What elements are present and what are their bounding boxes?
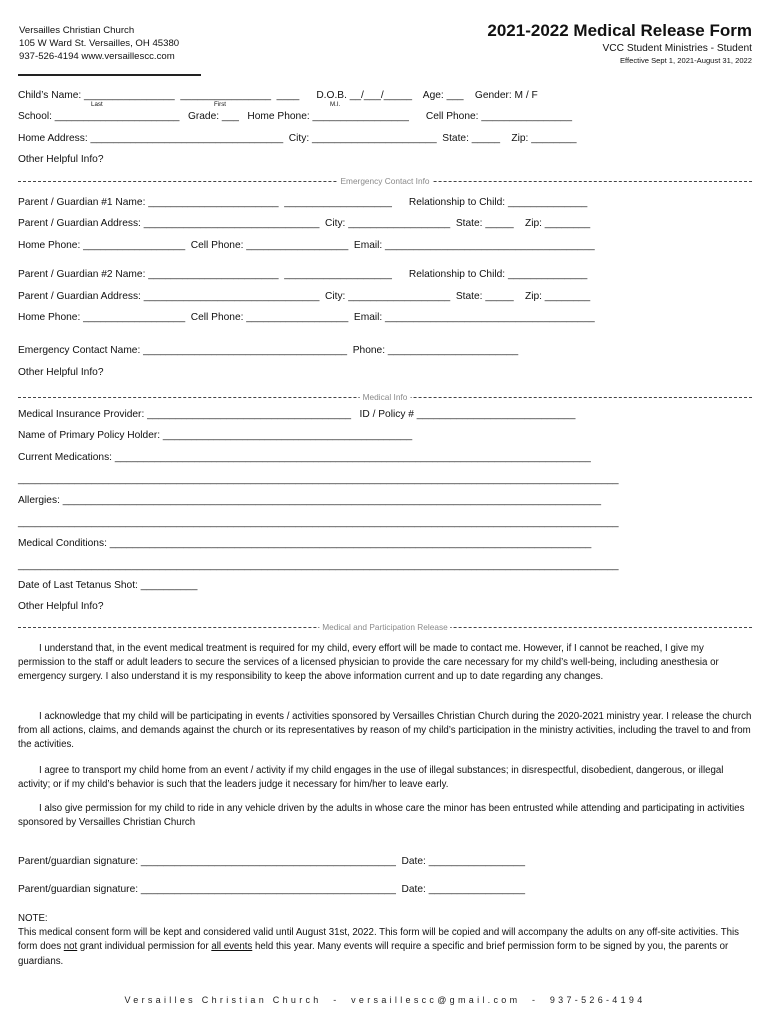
middle-initial-caption: M.I. bbox=[330, 101, 341, 108]
church-contact: 937-526-4194 www.versaillescc.com bbox=[19, 51, 175, 62]
school-field[interactable]: School: ______________________ Grade: ___ Home Phone: _________________ Cell Phone: ________________ bbox=[18, 111, 572, 122]
medications-field[interactable]: Current Medications: ____________________________________________________________________________________ bbox=[18, 452, 591, 463]
release-paragraph-2: I acknowledge that my child will be participating in events / activities sponsored by Versailles Christian Church during the 2020-2021 ministry year. I release the church from all actions, claims, and demands against the church or its representatives by reason of my child’s participation in the ministry activities, including the travel to and from the activities. bbox=[18, 711, 752, 751]
allergies-extra-line[interactable]: __________________________________________________________________________________________________________ bbox=[18, 517, 619, 528]
emergency-other-info-field[interactable]: Other Helpful Info? bbox=[18, 367, 104, 378]
guardian1-phone-field[interactable]: Home Phone: __________________ Cell Phone: __________________ Email: _____________________________________ bbox=[18, 240, 595, 251]
last-name-caption: Last bbox=[91, 101, 103, 108]
medical-other-info-field[interactable]: Other Helpful Info? bbox=[18, 601, 104, 612]
release-paragraph-1: I understand that, in the event medical treatment is required for my child, every effort will be made to contact me. However, if I cannot be reached, I give my permission to the staff or adult leaders to secure the services of a licensed physician to provide the care necessary for my child’s well-being, including anesthesia or emergency surgery. I also understand it is my responsibility to keep the above information current and up to date regarding any changes. bbox=[18, 643, 719, 683]
guardian1-address-field[interactable]: Parent / Guardian Address: _______________________________ City: __________________ State: _____ Zip: ________ bbox=[18, 218, 591, 229]
emergency-contact-divider bbox=[18, 176, 752, 188]
title-block bbox=[487, 20, 752, 66]
note-heading: NOTE: bbox=[18, 913, 48, 924]
signature-field-1[interactable]: Parent/guardian signature: _____________________________________________ Date: _________________ bbox=[18, 856, 526, 867]
footer-contact: Versailles Christian Church - versaillescc@gmail.com - 937-526-4194 bbox=[124, 995, 646, 1005]
release-heading: Medical and Participation Release bbox=[319, 622, 450, 633]
release-divider bbox=[18, 622, 752, 634]
child-name-field[interactable]: Child’s Name: ________________ ________________ ____ D.O.B. __/___/_____ Age: ___ Gender: M / F bbox=[18, 90, 538, 101]
guardian1-name-field[interactable]: Parent / Guardian #1 Name: _______________________ ___________________ Relationship to Child: ______________ bbox=[18, 197, 588, 208]
emergency-contact-heading: Emergency Contact Info bbox=[337, 176, 432, 187]
conditions-extra-line[interactable]: __________________________________________________________________________________________________________ bbox=[18, 560, 619, 571]
allergies-field[interactable]: Allergies: _______________________________________________________________________________________________ bbox=[18, 495, 601, 506]
medications-extra-line[interactable]: __________________________________________________________________________________________________________ bbox=[18, 474, 619, 485]
header-rule bbox=[18, 74, 201, 76]
release-paragraph-4: I also give permission for my child to ride in any vehicle driven by the adults in whose care the minor has been entrusted while attending and participating in activities sponsored by Versailles Christian Church bbox=[18, 803, 745, 829]
home-address-field[interactable]: Home Address: __________________________________ City: ______________________ State: _____ Zip: ________ bbox=[18, 133, 577, 144]
signature-field-2[interactable]: Parent/guardian signature: _____________________________________________ Date: _________________ bbox=[18, 884, 526, 895]
note-all-events: all events bbox=[211, 941, 253, 953]
note-not: not bbox=[63, 941, 78, 953]
child-other-info-field[interactable]: Other Helpful Info? bbox=[18, 154, 104, 165]
form-title: 2021-2022 Medical Release Form bbox=[487, 21, 752, 40]
policy-holder-field[interactable]: Name of Primary Policy Holder: ____________________________________________ bbox=[18, 430, 413, 441]
guardian2-address-field[interactable]: Parent / Guardian Address: _______________________________ City: __________________ State: _____ Zip: ________ bbox=[18, 291, 591, 302]
church-name: Versailles Christian Church bbox=[19, 25, 135, 36]
emergency-contact-field[interactable]: Emergency Contact Name: ____________________________________ Phone: _______________________ bbox=[18, 345, 519, 356]
form-subtitle: VCC Student Ministries - Student bbox=[602, 43, 752, 54]
guardian2-name-field[interactable]: Parent / Guardian #2 Name: _______________________ ___________________ Relationship to Child: ______________ bbox=[18, 269, 588, 280]
tetanus-date-field[interactable]: Date of Last Tetanus Shot: __________ bbox=[18, 580, 198, 591]
effective-dates: Effective Sept 1, 2021-August 31, 2022 bbox=[619, 56, 752, 65]
church-info bbox=[19, 24, 179, 63]
guardian2-phone-field[interactable]: Home Phone: __________________ Cell Phone: __________________ Email: _____________________________________ bbox=[18, 312, 595, 323]
medical-info-heading: Medical Info bbox=[360, 392, 411, 403]
church-address: 105 W Ward St. Versailles, OH 45380 bbox=[19, 38, 180, 49]
note-body: This medical consent form will be kept and considered valid until August 31st, 2022. This form will be copied and will accompany the adults on any off-site activities. This form does not grant individual permission for all events held this year. Many events will require a specific and brief permission form to be signed by you, the parents or guardians. bbox=[18, 927, 740, 967]
medical-conditions-field[interactable]: Medical Conditions: _____________________________________________________________________________________ bbox=[18, 538, 592, 549]
medical-info-divider bbox=[18, 392, 752, 404]
insurance-provider-field[interactable]: Medical Insurance Provider: ____________________________________ ID / Policy # ____________________________ bbox=[18, 409, 576, 420]
first-name-caption: First bbox=[214, 101, 227, 108]
note-block bbox=[18, 912, 752, 969]
release-paragraph-3: I agree to transport my child home from an event / activity if my child engages in the use of illegal substances; in disrespectful, disobedient, dangerous, or illegal activity; or if my child’s behavior is such that the leaders judge it necessary for him/her to leave early. bbox=[18, 765, 724, 791]
